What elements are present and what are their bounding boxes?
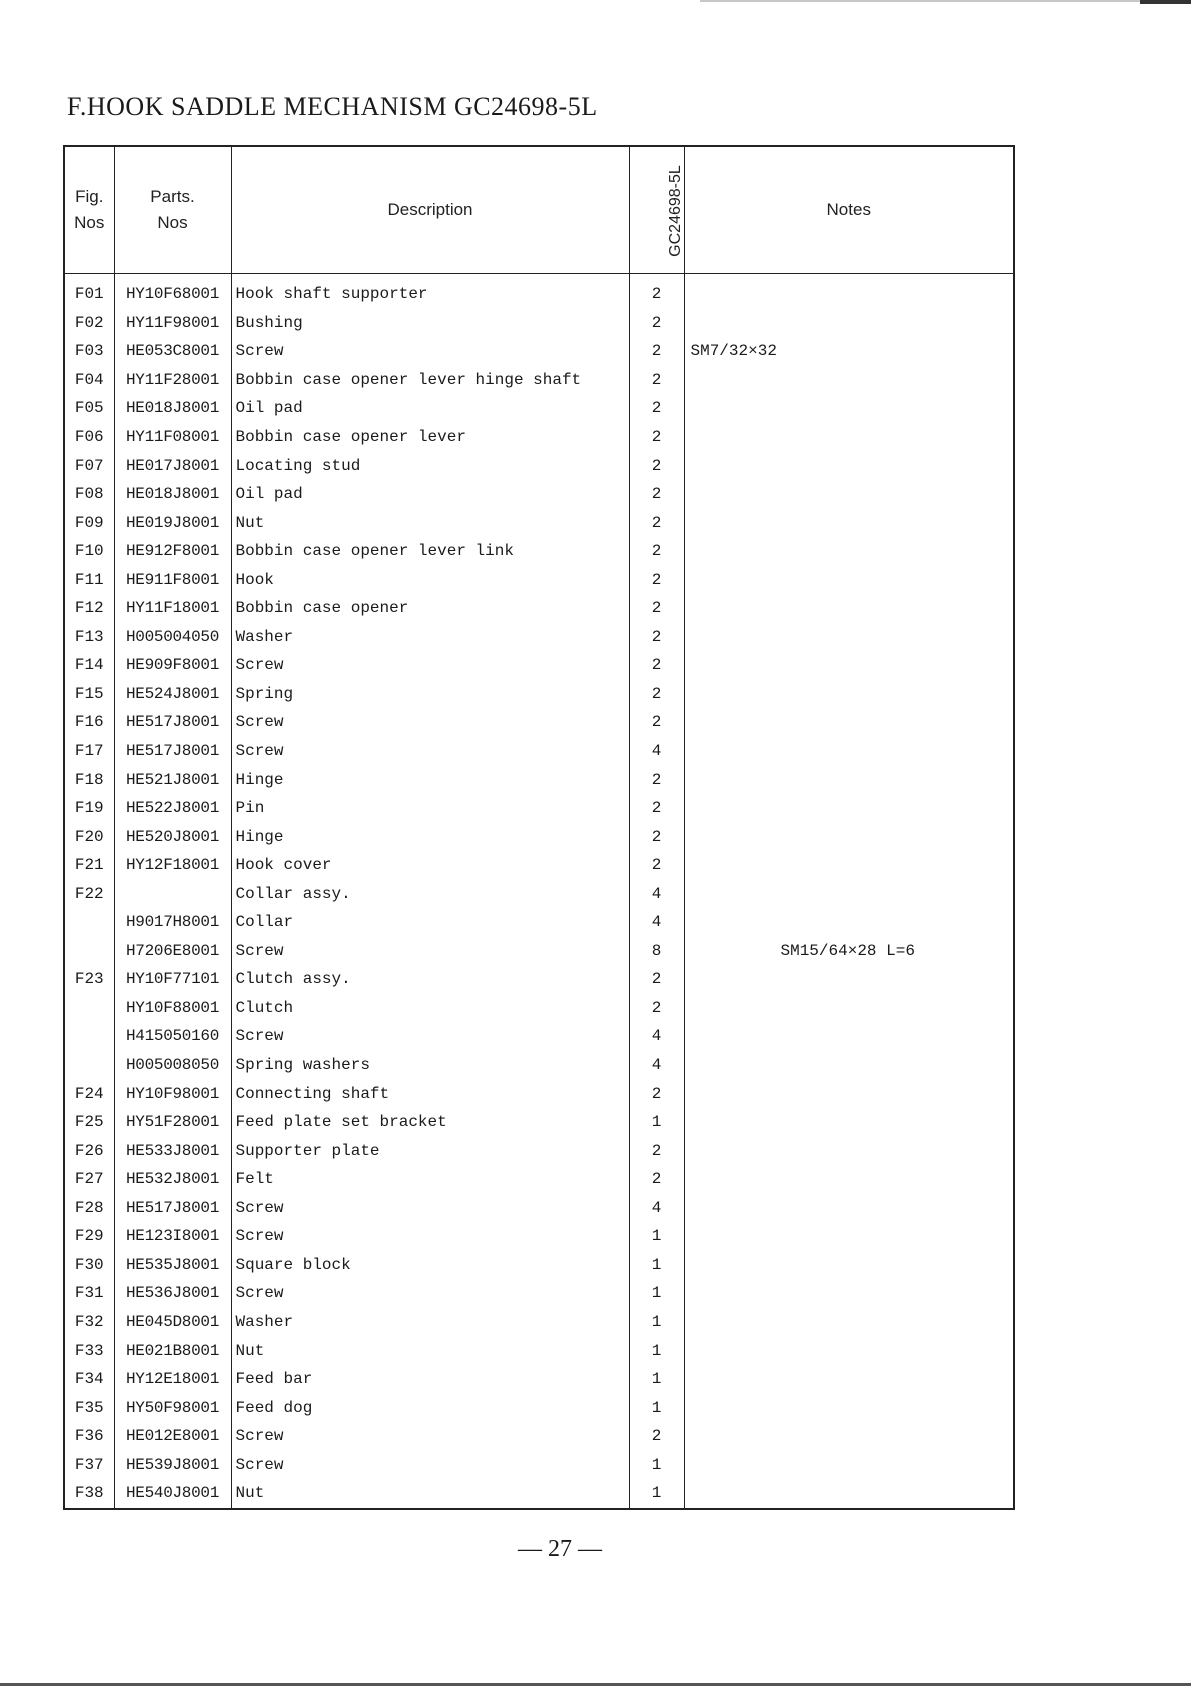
cell-fig-no: [64, 937, 114, 966]
cell-part-no: H9017H8001: [114, 908, 231, 937]
cell-quantity: 2: [629, 337, 684, 366]
page-title: F.HOOK SADDLE MECHANISM GC24698-5L: [67, 92, 598, 121]
cell-note: [684, 1108, 1014, 1137]
cell-part-no: HY11F18001: [114, 594, 231, 623]
cell-description: Screw: [231, 1422, 629, 1451]
table-row: [64, 1194, 1014, 1223]
header-description: Description: [231, 146, 629, 274]
cell-note: [684, 1022, 1014, 1051]
cell-quantity: 2: [629, 1422, 684, 1451]
table-row: [64, 565, 1014, 594]
cell-description: Screw: [231, 1279, 629, 1308]
cell-note: [684, 274, 1014, 309]
table-row: [64, 765, 1014, 794]
cell-quantity: 2: [629, 537, 684, 566]
table-row: [64, 594, 1014, 623]
cell-fig-no: F01: [64, 274, 114, 309]
cell-fig-no: F24: [64, 1079, 114, 1108]
cell-quantity: 1: [629, 1308, 684, 1337]
cell-description: Clutch: [231, 994, 629, 1023]
cell-part-no: HY10F77101: [114, 965, 231, 994]
cell-description: Nut: [231, 508, 629, 537]
cell-quantity: 4: [629, 737, 684, 766]
table-row: [64, 794, 1014, 823]
table-row: [64, 965, 1014, 994]
header-model: [629, 146, 684, 274]
cell-fig-no: [64, 994, 114, 1023]
cell-part-no: HE018J8001: [114, 394, 231, 423]
table-row: [64, 937, 1014, 966]
table-row: [64, 423, 1014, 452]
cell-part-no: HE045D8001: [114, 1308, 231, 1337]
cell-description: Screw: [231, 1194, 629, 1223]
cell-quantity: 2: [629, 651, 684, 680]
table-row: [64, 1336, 1014, 1365]
cell-fig-no: [64, 1051, 114, 1080]
cell-fig-no: F08: [64, 480, 114, 509]
cell-fig-no: F07: [64, 451, 114, 480]
cell-quantity: 1: [629, 1279, 684, 1308]
cell-fig-no: F05: [64, 394, 114, 423]
cell-quantity: 2: [629, 394, 684, 423]
cell-part-no: HE517J8001: [114, 737, 231, 766]
table-row: [64, 337, 1014, 366]
cell-quantity: 2: [629, 309, 684, 338]
cell-quantity: 2: [629, 594, 684, 623]
cell-quantity: 4: [629, 1022, 684, 1051]
cell-description: Nut: [231, 1336, 629, 1365]
cell-note: [684, 851, 1014, 880]
cell-quantity: 2: [629, 1136, 684, 1165]
cell-fig-no: F34: [64, 1365, 114, 1394]
cell-quantity: 2: [629, 822, 684, 851]
cell-fig-no: F25: [64, 1108, 114, 1137]
header-parts-line1: Parts.: [150, 187, 195, 206]
cell-part-no: HE018J8001: [114, 480, 231, 509]
cell-part-no: HY11F98001: [114, 309, 231, 338]
cell-quantity: 1: [629, 1365, 684, 1394]
cell-fig-no: F37: [64, 1450, 114, 1479]
cell-quantity: 2: [629, 565, 684, 594]
cell-note: [684, 794, 1014, 823]
table-row: [64, 879, 1014, 908]
table-row: [64, 651, 1014, 680]
cell-fig-no: F36: [64, 1422, 114, 1451]
cell-quantity: 2: [629, 423, 684, 452]
cell-description: Screw: [231, 1450, 629, 1479]
cell-quantity: 2: [629, 994, 684, 1023]
cell-fig-no: F13: [64, 623, 114, 652]
table-row: [64, 1251, 1014, 1280]
cell-quantity: 2: [629, 451, 684, 480]
cell-note: [684, 1222, 1014, 1251]
parts-table: [63, 145, 1015, 1510]
cell-note: [684, 1422, 1014, 1451]
cell-part-no: HE021B8001: [114, 1336, 231, 1365]
cell-quantity: 2: [629, 794, 684, 823]
cell-note: [684, 1136, 1014, 1165]
cell-note: [684, 1393, 1014, 1422]
cell-quantity: 2: [629, 965, 684, 994]
table-row: [64, 908, 1014, 937]
header-parts-nos: [114, 146, 231, 274]
cell-part-no: HY11F28001: [114, 366, 231, 395]
cell-description: Hook cover: [231, 851, 629, 880]
cell-description: Locating stud: [231, 451, 629, 480]
cell-note: [684, 623, 1014, 652]
header-fig-line2: Nos: [74, 213, 105, 232]
table-row: [64, 1051, 1014, 1080]
cell-fig-no: F30: [64, 1251, 114, 1280]
cell-fig-no: F14: [64, 651, 114, 680]
table-row: [64, 851, 1014, 880]
cell-fig-no: F26: [64, 1136, 114, 1165]
cell-note: [684, 1251, 1014, 1280]
cell-note: [684, 708, 1014, 737]
cell-fig-no: F17: [64, 737, 114, 766]
cell-description: Bushing: [231, 309, 629, 338]
cell-part-no: H7206E8001: [114, 937, 231, 966]
cell-description: Clutch assy.: [231, 965, 629, 994]
cell-description: Oil pad: [231, 394, 629, 423]
table-row: [64, 1365, 1014, 1394]
cell-fig-no: F11: [64, 565, 114, 594]
cell-description: Feed bar: [231, 1365, 629, 1394]
table-row: [64, 480, 1014, 509]
table-row: [64, 451, 1014, 480]
cell-part-no: HE521J8001: [114, 765, 231, 794]
header-notes: Notes: [684, 146, 1014, 274]
cell-description: Collar: [231, 908, 629, 937]
cell-description: Feed dog: [231, 1393, 629, 1422]
cell-quantity: 1: [629, 1108, 684, 1137]
cell-fig-no: F38: [64, 1479, 114, 1509]
cell-note: [684, 1079, 1014, 1108]
table-row: [64, 708, 1014, 737]
cell-description: Hinge: [231, 822, 629, 851]
cell-description: Nut: [231, 1479, 629, 1509]
cell-fig-no: F04: [64, 366, 114, 395]
cell-note: [684, 1165, 1014, 1194]
cell-fig-no: F32: [64, 1308, 114, 1337]
cell-part-no: HY11F08001: [114, 423, 231, 452]
cell-note: SM7/32×32: [684, 337, 1014, 366]
cell-quantity: 2: [629, 851, 684, 880]
table-row: [64, 1479, 1014, 1509]
cell-description: Screw: [231, 1022, 629, 1051]
cell-fig-no: F20: [64, 822, 114, 851]
cell-quantity: 1: [629, 1336, 684, 1365]
table-row: [64, 508, 1014, 537]
cell-note: [684, 1308, 1014, 1337]
cell-fig-no: F02: [64, 309, 114, 338]
table-row: [64, 1222, 1014, 1251]
cell-note: [684, 822, 1014, 851]
cell-part-no: HE522J8001: [114, 794, 231, 823]
cell-part-no: HY51F28001: [114, 1108, 231, 1137]
cell-quantity: 2: [629, 765, 684, 794]
table-row: [64, 680, 1014, 709]
cell-description: Felt: [231, 1165, 629, 1194]
cell-note: [684, 1450, 1014, 1479]
cell-part-no: HE912F8001: [114, 537, 231, 566]
cell-quantity: 1: [629, 1393, 684, 1422]
table-header-row: [64, 146, 1014, 274]
cell-note: [684, 1194, 1014, 1223]
cell-part-no: H005008050: [114, 1051, 231, 1080]
table-row: [64, 1165, 1014, 1194]
table-row: [64, 994, 1014, 1023]
cell-note: [684, 994, 1014, 1023]
table-row: [64, 1308, 1014, 1337]
cell-note: [684, 594, 1014, 623]
cell-fig-no: F23: [64, 965, 114, 994]
cell-quantity: 1: [629, 1251, 684, 1280]
cell-fig-no: F16: [64, 708, 114, 737]
cell-fig-no: F28: [64, 1194, 114, 1223]
cell-description: Supporter plate: [231, 1136, 629, 1165]
cell-fig-no: F15: [64, 680, 114, 709]
cell-quantity: 2: [629, 1165, 684, 1194]
cell-quantity: 4: [629, 1194, 684, 1223]
cell-description: Hook: [231, 565, 629, 594]
cell-description: Bobbin case opener lever hinge shaft: [231, 366, 629, 395]
cell-part-no: HY10F68001: [114, 274, 231, 309]
cell-description: Collar assy.: [231, 879, 629, 908]
cell-fig-no: F35: [64, 1393, 114, 1422]
cell-description: Screw: [231, 337, 629, 366]
cell-note: [684, 451, 1014, 480]
cell-description: Connecting shaft: [231, 1079, 629, 1108]
cell-fig-no: F19: [64, 794, 114, 823]
cell-fig-no: [64, 908, 114, 937]
cell-part-no: HE540J8001: [114, 1479, 231, 1509]
table-row: [64, 1393, 1014, 1422]
cell-note: [684, 680, 1014, 709]
cell-part-no: HE535J8001: [114, 1251, 231, 1280]
cell-part-no: HE539J8001: [114, 1450, 231, 1479]
cell-fig-no: F22: [64, 879, 114, 908]
cell-part-no: HE536J8001: [114, 1279, 231, 1308]
table-row: [64, 1022, 1014, 1051]
table-row: [64, 737, 1014, 766]
cell-note: [684, 737, 1014, 766]
cell-note: [684, 1279, 1014, 1308]
cell-note: [684, 537, 1014, 566]
cell-description: Spring: [231, 680, 629, 709]
cell-part-no: HE517J8001: [114, 1194, 231, 1223]
cell-description: Oil pad: [231, 480, 629, 509]
cell-quantity: 2: [629, 508, 684, 537]
cell-description: Screw: [231, 651, 629, 680]
table-row: [64, 1422, 1014, 1451]
cell-quantity: 2: [629, 366, 684, 395]
cell-note: [684, 480, 1014, 509]
cell-part-no: HY50F98001: [114, 1393, 231, 1422]
cell-note: [684, 651, 1014, 680]
cell-note: SM15/64×28 L=6: [684, 937, 1014, 966]
table-row: [64, 1079, 1014, 1108]
cell-quantity: 2: [629, 623, 684, 652]
cell-part-no: H005004050: [114, 623, 231, 652]
scan-edge-top-mark: [1140, 0, 1191, 4]
cell-description: Pin: [231, 794, 629, 823]
cell-quantity: 1: [629, 1450, 684, 1479]
cell-part-no: HE017J8001: [114, 451, 231, 480]
cell-note: [684, 1365, 1014, 1394]
cell-description: Feed plate set bracket: [231, 1108, 629, 1137]
cell-part-no: HE053C8001: [114, 337, 231, 366]
cell-description: Washer: [231, 1308, 629, 1337]
cell-fig-no: F33: [64, 1336, 114, 1365]
cell-part-no: HE909F8001: [114, 651, 231, 680]
cell-part-no: HY12E18001: [114, 1365, 231, 1394]
cell-description: Bobbin case opener lever link: [231, 537, 629, 566]
cell-note: [684, 908, 1014, 937]
page-number: — 27 —: [518, 1536, 602, 1562]
cell-fig-no: F09: [64, 508, 114, 537]
table-row: [64, 1279, 1014, 1308]
cell-description: Bobbin case opener: [231, 594, 629, 623]
table-row: [64, 623, 1014, 652]
cell-note: [684, 565, 1014, 594]
cell-note: [684, 1051, 1014, 1080]
cell-quantity: 2: [629, 480, 684, 509]
cell-description: Washer: [231, 623, 629, 652]
cell-part-no: HE012E8001: [114, 1422, 231, 1451]
cell-quantity: 2: [629, 680, 684, 709]
header-parts-line2: Nos: [157, 213, 188, 232]
cell-quantity: 2: [629, 708, 684, 737]
cell-description: Hinge: [231, 765, 629, 794]
table-row: [64, 394, 1014, 423]
cell-part-no: HE520J8001: [114, 822, 231, 851]
table-row: [64, 366, 1014, 395]
cell-fig-no: F29: [64, 1222, 114, 1251]
cell-fig-no: F21: [64, 851, 114, 880]
cell-note: [684, 366, 1014, 395]
cell-note: [684, 879, 1014, 908]
cell-note: [684, 1336, 1014, 1365]
cell-description: Hook shaft supporter: [231, 274, 629, 309]
cell-fig-no: F03: [64, 337, 114, 366]
header-fig-nos: [64, 146, 114, 274]
cell-note: [684, 423, 1014, 452]
cell-fig-no: F27: [64, 1165, 114, 1194]
cell-description: Spring washers: [231, 1051, 629, 1080]
cell-quantity: 4: [629, 1051, 684, 1080]
cell-description: Bobbin case opener lever: [231, 423, 629, 452]
cell-note: [684, 394, 1014, 423]
cell-quantity: 8: [629, 937, 684, 966]
cell-description: Screw: [231, 708, 629, 737]
table-row: [64, 537, 1014, 566]
cell-part-no: HY10F88001: [114, 994, 231, 1023]
table-row: [64, 309, 1014, 338]
cell-part-no: HE911F8001: [114, 565, 231, 594]
cell-description: Screw: [231, 737, 629, 766]
cell-part-no: [114, 879, 231, 908]
cell-part-no: HE517J8001: [114, 708, 231, 737]
cell-description: Screw: [231, 937, 629, 966]
cell-quantity: 1: [629, 1222, 684, 1251]
header-model-label: GC24698-5L: [666, 165, 684, 257]
table-row: [64, 1450, 1014, 1479]
cell-note: [684, 508, 1014, 537]
header-fig-line1: Fig.: [75, 187, 104, 206]
cell-description: Screw: [231, 1222, 629, 1251]
cell-fig-no: [64, 1022, 114, 1051]
cell-note: [684, 965, 1014, 994]
cell-part-no: HE532J8001: [114, 1165, 231, 1194]
cell-quantity: 4: [629, 879, 684, 908]
table-row: [64, 1108, 1014, 1137]
cell-fig-no: F12: [64, 594, 114, 623]
cell-fig-no: F31: [64, 1279, 114, 1308]
cell-quantity: 1: [629, 1479, 684, 1509]
cell-note: [684, 765, 1014, 794]
cell-part-no: HE524J8001: [114, 680, 231, 709]
cell-part-no: HY12F18001: [114, 851, 231, 880]
cell-quantity: 4: [629, 908, 684, 937]
cell-fig-no: F10: [64, 537, 114, 566]
scan-edge-top: [700, 0, 1191, 2]
cell-fig-no: F06: [64, 423, 114, 452]
cell-quantity: 2: [629, 1079, 684, 1108]
cell-note: [684, 1479, 1014, 1509]
table-row: [64, 274, 1014, 309]
cell-part-no: H415050160: [114, 1022, 231, 1051]
cell-part-no: HE019J8001: [114, 508, 231, 537]
cell-part-no: HE533J8001: [114, 1136, 231, 1165]
cell-fig-no: F18: [64, 765, 114, 794]
cell-part-no: HY10F98001: [114, 1079, 231, 1108]
table-row: [64, 1136, 1014, 1165]
cell-description: Square block: [231, 1251, 629, 1280]
cell-part-no: HE123I8001: [114, 1222, 231, 1251]
table-row: [64, 822, 1014, 851]
cell-note: [684, 309, 1014, 338]
cell-quantity: 2: [629, 274, 684, 309]
